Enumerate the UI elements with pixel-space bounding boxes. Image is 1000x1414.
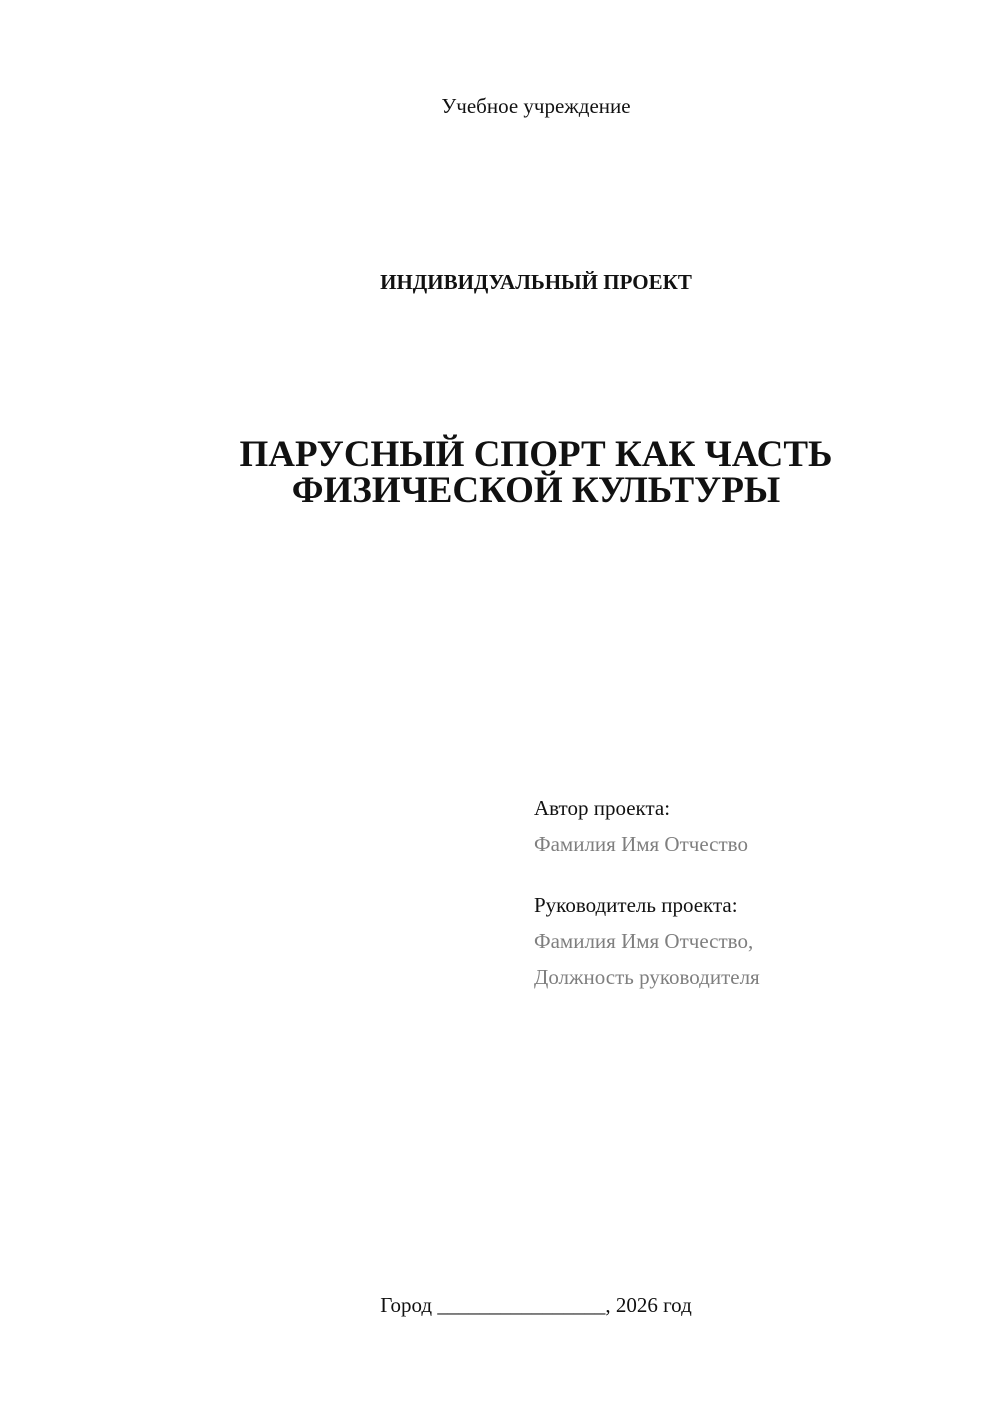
project-title — [0, 434, 1000, 511]
supervisor-label: Руководитель проекта: — [534, 893, 738, 917]
author-label: Автор проекта: — [534, 796, 671, 820]
project-title-line-1: ПАРУСНЫЙ СПОРТ КАК ЧАСТЬ — [239, 434, 833, 475]
institution-name: Учебное учреждение — [441, 94, 631, 118]
project-title-line-2: ФИЗИЧЕСКОЙ КУЛЬТУРЫ — [291, 470, 781, 511]
year-text: , 2026 год — [605, 1293, 692, 1317]
city-label: Город — [380, 1293, 433, 1317]
document-type-heading: ИНДИВИДУАЛЬНЫЙ ПРОЕКТ — [380, 270, 692, 294]
credits-spacer — [534, 862, 760, 887]
credits-block — [534, 790, 760, 995]
author-name-placeholder: Фамилия Имя Отчество — [534, 832, 748, 856]
city-blank-field: ________________ — [437, 1293, 606, 1317]
supervisor-name-placeholder: Фамилия Имя Отчество, — [534, 929, 754, 953]
supervisor-position-placeholder: Должность руководителя — [534, 965, 760, 989]
city-year-line — [0, 1291, 1000, 1319]
